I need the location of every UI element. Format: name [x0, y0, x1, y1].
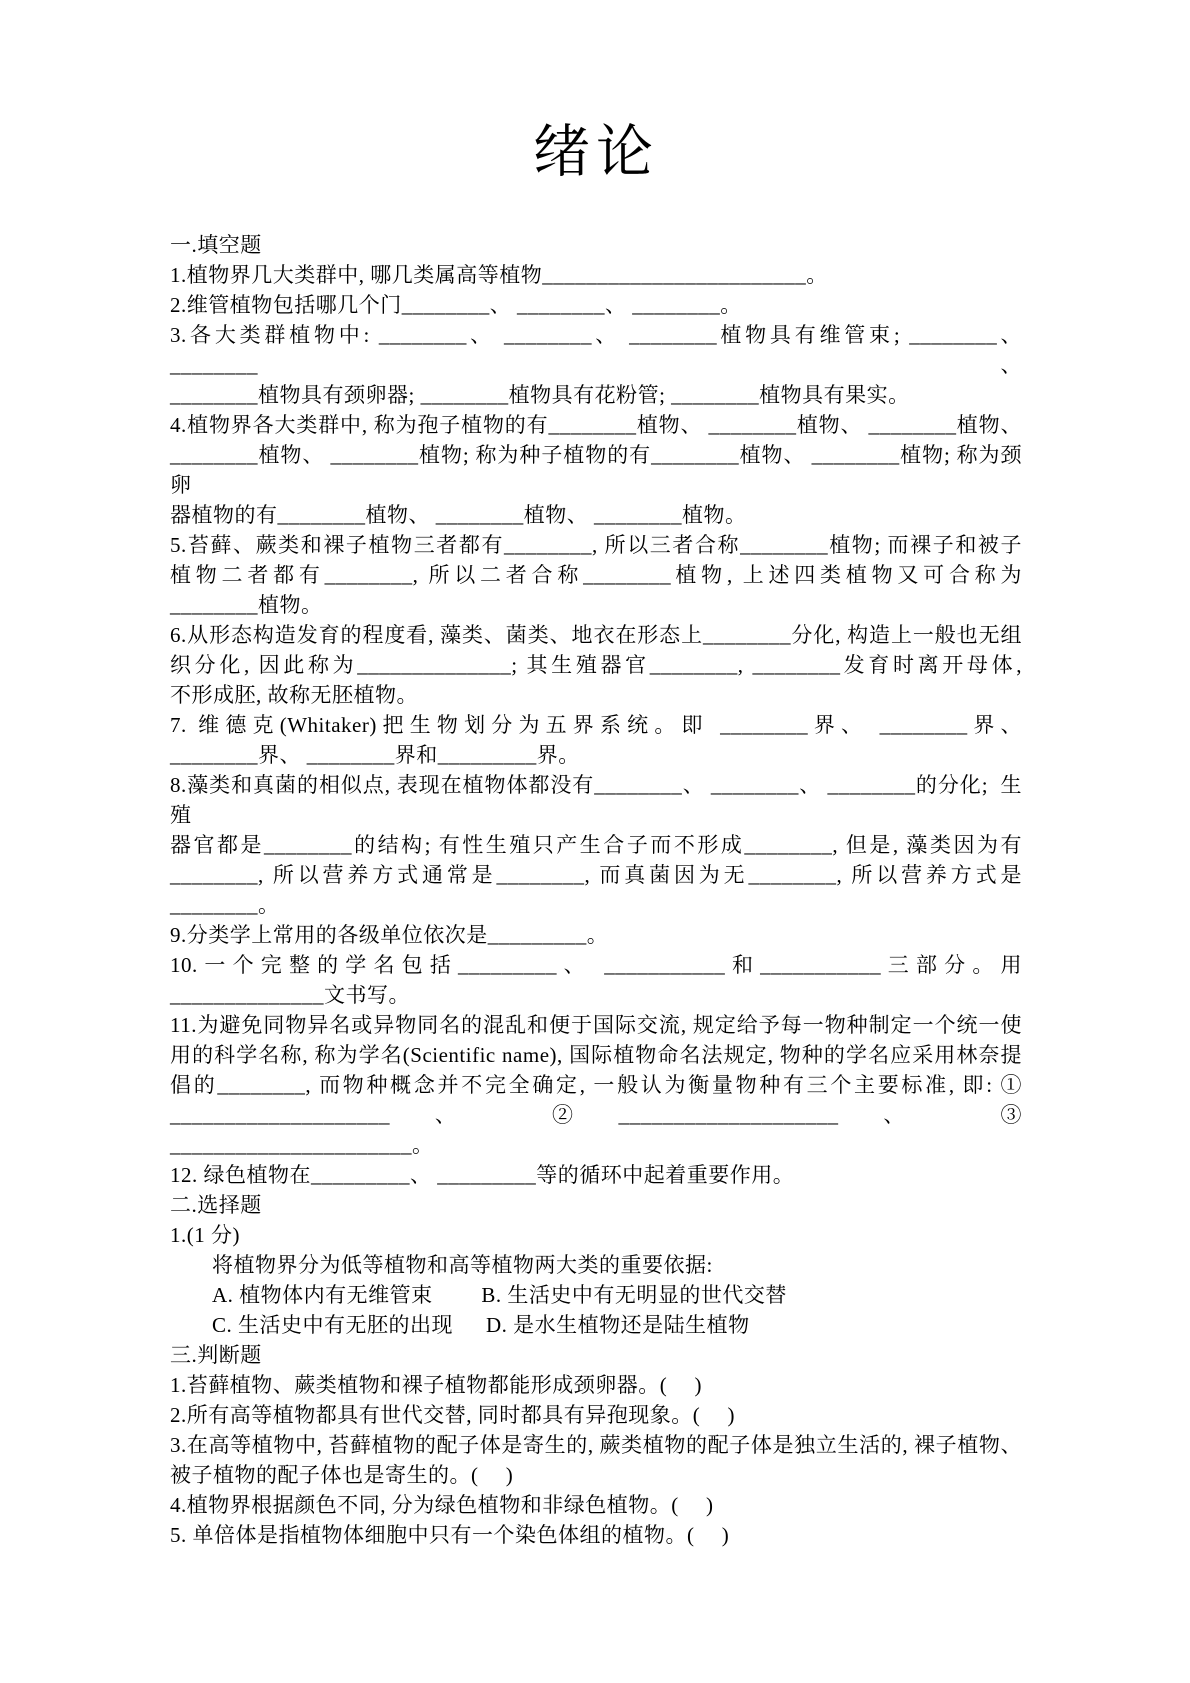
q11-line4: ____________________、 ②____________________、 ③	[170, 1103, 1022, 1127]
q10-line1: 10.一个完整的学名包括_________、 ___________和___________三部分。用	[170, 953, 1022, 977]
tf-q4: 4.植物界根据颜色不同, 分为绿色植物和非绿色植物。( )	[170, 1493, 714, 1517]
q3-line1: 3.各大类群植物中: ________、 ________、 ________植物具有维管束; ________、 ________、	[170, 323, 1028, 377]
section-heading-fill-in-blanks: 一.填空题	[170, 233, 262, 257]
tf-q5: 5. 单倍体是指植物体细胞中只有一个染色体组的植物。( )	[170, 1523, 730, 1547]
q10-line2: ______________文书写。	[170, 983, 410, 1007]
section-heading-true-false: 三.判断题	[170, 1343, 262, 1367]
q6-line2: 织分化, 因此称为______________; 其生殖器官________, ________发育时离开母体,	[170, 653, 1022, 677]
q11-line3: 倡的________, 而物种概念并不完全确定, 一般认为衡量物种有三个主要标准, 即: ①	[170, 1073, 1022, 1097]
q4-line1: 4.植物界各大类群中, 称为孢子植物的有________植物、 ________植物、 ________植物、	[170, 413, 1022, 437]
q5-line1: 5.苔藓、蕨类和裸子植物三者都有________, 所以三者合称________植物; 而裸子和被子	[170, 533, 1022, 557]
q3-line2: ________植物具有颈卵器; ________植物具有花粉管; ________植物具有果实。	[170, 383, 910, 407]
q11-line5: ______________________。	[170, 1133, 434, 1157]
q5-line2: 植物二者都有________, 所以二者合称________植物, 上述四类植物又可合称为	[170, 563, 1022, 587]
q2: 2.维管植物包括哪几个门________、 ________、 ________。	[170, 293, 742, 317]
q7-line2: ________界、 ________界和_________界。	[170, 743, 580, 767]
mc-q1-options-cd: C. 生活史中有无胚的出现 D. 是水生植物还是陆生植物	[212, 1313, 750, 1337]
document-body	[170, 230, 1028, 1550]
q8-line4: ________。	[170, 893, 280, 917]
mc-q1-options-ab: A. 植物体内有无维管束 B. 生活史中有无明显的世代交替	[212, 1283, 787, 1307]
tf-q3-line1: 3.在高等植物中, 苔藓植物的配子体是寄生的, 蕨类植物的配子体是独立生活的, 裸子植物、	[170, 1433, 1022, 1457]
q6-line3: 不形成胚, 故称无胚植物。	[170, 683, 418, 707]
q11-line1: 11.为避免同物异名或异物同名的混乱和便于国际交流, 规定给予每一物种制定一个统一使	[170, 1013, 1022, 1037]
q5-line3: ________植物。	[170, 593, 323, 617]
mc-q1-number: 1.(1 分)	[170, 1223, 240, 1247]
q4-line3: 器植物的有________植物、 ________植物、 ________植物。	[170, 503, 747, 527]
section-heading-multiple-choice: 二.选择题	[170, 1193, 262, 1217]
q12: 12. 绿色植物在_________、 _________等的循环中起着重要作用。	[170, 1163, 795, 1187]
q7-line1: 7. 维德克(Whitaker)把生物划分为五界系统。即 ________界、 ________界、	[170, 713, 1022, 737]
q1: 1.植物界几大类群中, 哪几类属高等植物________________________。	[170, 263, 828, 287]
tf-q1: 1.苔藓植物、蕨类植物和裸子植物都能形成颈卵器。( )	[170, 1373, 702, 1397]
q11-line2: 用的科学名称, 称为学名(Scientific name), 国际植物命名法规定, 物种的学名应采用林奈提	[170, 1043, 1022, 1067]
q8-line1: 8.藻类和真菌的相似点, 表现在植物体都没有________、 ________、 ________的分化; 生殖	[170, 773, 1022, 827]
q6-line1: 6.从形态构造发育的程度看, 藻类、菌类、地衣在形态上________分化, 构造上一般也无组	[170, 623, 1022, 647]
q9: 9.分类学上常用的各级单位依次是_________。	[170, 923, 609, 947]
tf-q2: 2.所有高等植物都具有世代交替, 同时都具有异孢现象。( )	[170, 1403, 735, 1427]
q8-line3: ________, 所以营养方式通常是________, 而真菌因为无________, 所以营养方式是	[170, 863, 1022, 887]
document-title: 绪论	[533, 121, 659, 184]
mc-q1-stem: 将植物界分为低等植物和高等植物两大类的重要依据:	[212, 1253, 713, 1277]
q8-line2: 器官都是________的结构; 有性生殖只产生合子而不形成________, 但是, 藻类因为有	[170, 833, 1022, 857]
tf-q3-line2: 被子植物的配子体也是寄生的。( )	[170, 1463, 514, 1487]
q4-line2: ________植物、 ________植物; 称为种子植物的有________植物、 ________植物; 称为颈卵	[170, 443, 1022, 497]
